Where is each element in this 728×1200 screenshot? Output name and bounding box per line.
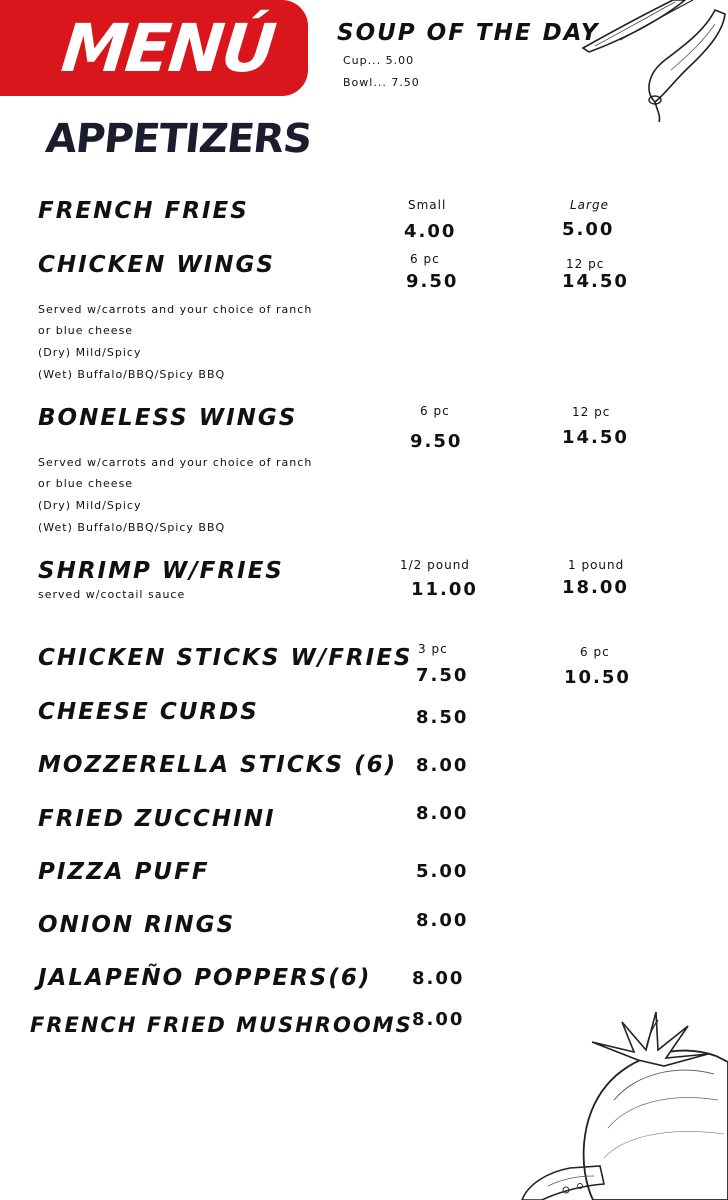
item-pizza-puff: PIZZA PUFF (38, 859, 210, 885)
size-label: 12 pc (566, 257, 605, 271)
item-description: (Dry) Mild/Spicy (38, 499, 142, 512)
size-label: 1 pound (568, 558, 625, 572)
price: 4.00 (404, 221, 457, 242)
price: 11.00 (411, 579, 478, 600)
price: 9.50 (406, 271, 459, 292)
item-french-fries: FRENCH FRIES (38, 198, 249, 224)
size-label: 6 pc (410, 252, 440, 266)
item-chicken-wings: CHICKEN WINGS (38, 252, 275, 278)
item-boneless-wings: BONELESS WINGS (38, 405, 298, 431)
soup-bowl-price: Bowl... 7.50 (343, 76, 420, 89)
size-label: 6 pc (580, 645, 610, 659)
price: 8.50 (416, 707, 469, 728)
tomato-illustration (518, 1008, 728, 1200)
price: 8.00 (412, 1009, 465, 1030)
price: 10.50 (564, 667, 631, 688)
item-description: served w/coctail sauce (38, 588, 186, 601)
price: 14.50 (562, 271, 629, 292)
item-chicken-sticks: CHICKEN STICKS W/FRIES (38, 645, 413, 671)
item-description: Served w/carrots and your choice of ranch (38, 303, 313, 316)
item-cheese-curds: CHEESE CURDS (38, 699, 259, 725)
price: 8.00 (416, 755, 469, 776)
menu-title: MENÚ (58, 10, 278, 87)
size-label: 12 pc (572, 405, 611, 419)
item-jalapeno-poppers: JALAPEÑO POPPERS(6) (38, 965, 372, 991)
item-description: (Wet) Buffalo/BBQ/Spicy BBQ (38, 368, 226, 381)
size-label: 6 pc (420, 404, 450, 418)
item-shrimp-fries: SHRIMP W/FRIES (38, 558, 284, 584)
size-label: 3 pc (418, 642, 448, 656)
item-description: or blue cheese (38, 324, 134, 337)
price: 5.00 (562, 219, 615, 240)
item-description: (Dry) Mild/Spicy (38, 346, 142, 359)
size-label: 1/2 pound (400, 558, 470, 572)
section-title-appetizers: APPETIZERS (43, 116, 314, 162)
price: 14.50 (562, 427, 629, 448)
size-label: Large (570, 198, 609, 212)
price: 9.50 (410, 431, 463, 452)
item-mozzerella-sticks: MOZZERELLA STICKS (6) (38, 752, 398, 778)
price: 7.50 (416, 665, 469, 686)
item-fried-zucchini: FRIED ZUCCHINI (38, 806, 276, 832)
price: 8.00 (412, 968, 465, 989)
item-french-fried-mushrooms: FRENCH FRIED MUSHROOMS (30, 1013, 413, 1037)
item-description: Served w/carrots and your choice of ranch (38, 456, 313, 469)
item-description: or blue cheese (38, 477, 134, 490)
size-label: Small (408, 198, 447, 212)
soup-title: SOUP OF THE DAY (337, 20, 600, 46)
pepper-illustration (575, 0, 728, 125)
price: 18.00 (562, 577, 629, 598)
price: 8.00 (416, 910, 469, 931)
item-onion-rings: ONION RINGS (38, 912, 236, 938)
price: 8.00 (416, 803, 469, 824)
price: 5.00 (416, 861, 469, 882)
item-description: (Wet) Buffalo/BBQ/Spicy BBQ (38, 521, 226, 534)
soup-cup-price: Cup... 5.00 (343, 54, 415, 67)
